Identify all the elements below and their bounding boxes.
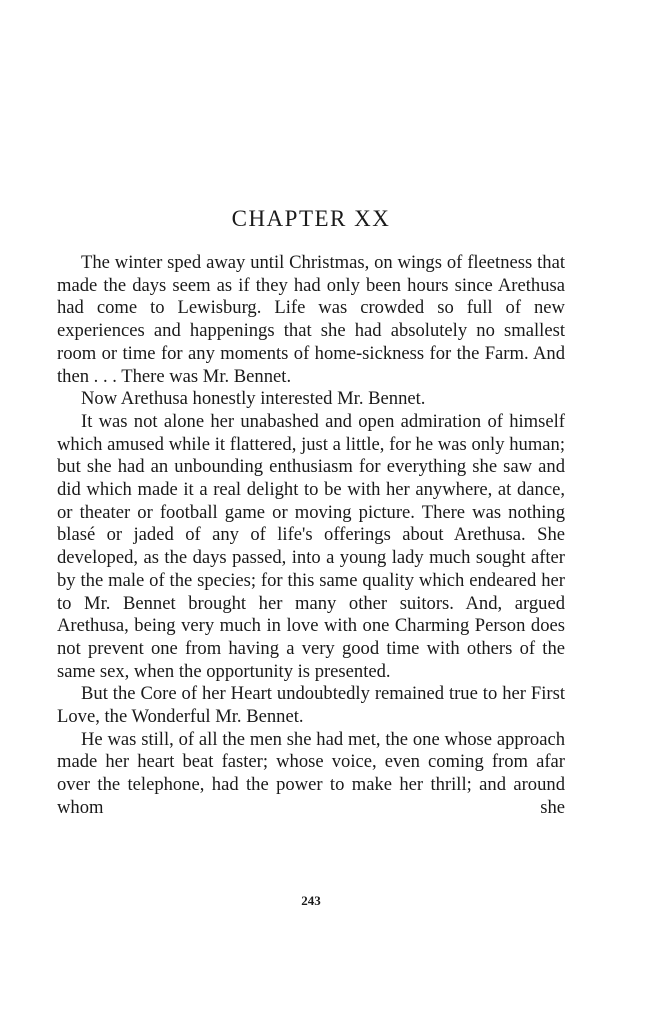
book-page xyxy=(57,0,565,1033)
paragraph: The winter sped away until Christmas, on wings of fleetness that made the days seem as if they had only been hours since Arethusa had come to Lewisburg. Life was crowded so full of new experiences and happenings that she had absolutely no smallest room or time for any moments of home-sickness for the Farm. And then . . . There was Mr. Bennet. xyxy=(57,252,565,387)
chapter-title: CHAPTER XX xyxy=(231,206,391,231)
paragraph: Now Arethusa honestly interested Mr. Bennet. xyxy=(81,388,426,410)
paragraph: It was not alone her unabashed and open admiration of himself which amused while it flattered, just a little, for he was only human; but she had an unbounding enthusiasm for everything she saw and did which made it a real delight to be with her anywhere, at dance, or theater or football game or moving picture. There was nothing blasé or jaded of any of life's offerings about Arethusa. She developed, as the days passed, into a young lady much sought after by the male of the species; for this same quality which endeared her to Mr. Bennet brought her many other suitors. And, argued Arethusa, being very much in love with one Charming Person does not prevent one from having a very good time with others of the same sex, when the opportunity is presented. xyxy=(57,410,565,682)
paragraph: He was still, of all the men she had met, the one whose approach made her heart beat faster; whose voice, even coming from afar over the telephone, had the power to make her thrill; and around whom she xyxy=(57,728,565,818)
page-number: 243 xyxy=(301,893,321,908)
paragraph: But the Core of her Heart undoubtedly remained true to her First Love, the Wonderful Mr. Bennet. xyxy=(57,683,565,728)
chapter-body xyxy=(57,252,565,820)
